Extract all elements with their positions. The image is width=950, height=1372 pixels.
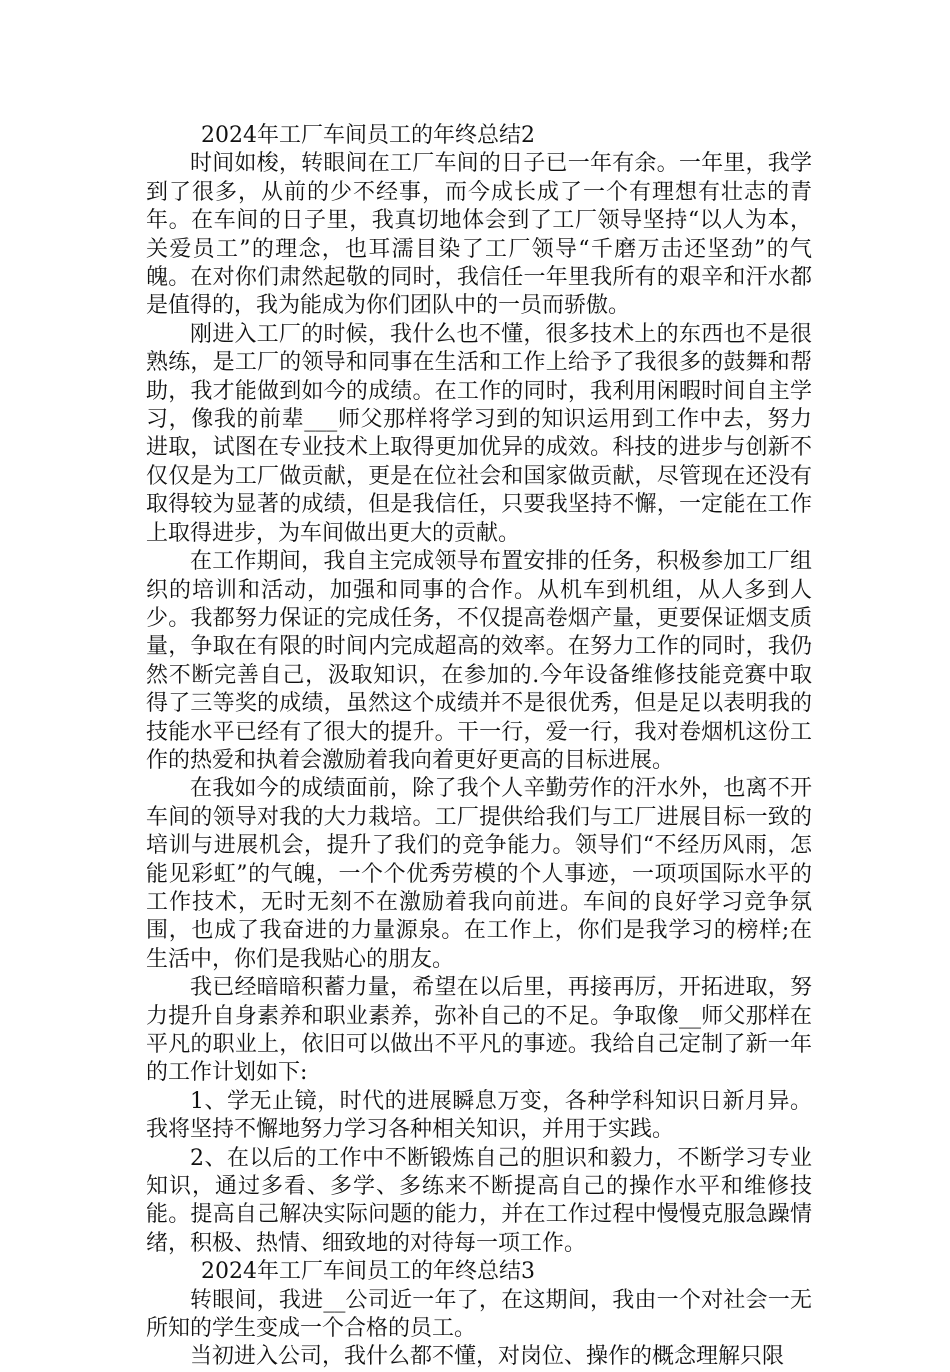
paragraph: 我已经暗暗积蓄力量，希望在以后里，再接再厉，开拓进取，努力提升自身素养和职业素养，弥补自己的不足。争取像__师父那样在平凡的职业上，依旧可以做出不平凡的事迹。我给自己定制了新一年的工作计划如下: xyxy=(146,975,812,1086)
section-heading-3: 2024年工厂车间员工的年终总结3 xyxy=(201,1259,535,1285)
paragraph: 时间如梭，转眼间在工厂车间的日子已一年有余。一年里，我学到了很多，从前的少不经事，而今成长成了一个有理想有壮志的青年。在车间的日子里，我真切地体会到了工厂领导坚持“以人为本，关爱员工”的理念，也耳濡目染了工厂领导“千磨万击还坚劲”的气魄。在对你们肃然起敬的同时，我信任一年里我所有的艰辛和汗水都是值得的，我为能成为你们团队中的一员而骄傲。 xyxy=(146,151,812,319)
document-body xyxy=(146,122,812,1372)
plan-item-2: 2、在以后的工作中不断锻炼自己的胆识和毅力，不断学习专业知识，通过多看、多学、多练来不断提高自己的操作水平和维修技能。提高自己解决实际问题的能力，并在工作过程中慢慢克服急躁情绪，积极、热情、细致地的对待每一项工作。 xyxy=(146,1145,812,1256)
paragraph: 在我如今的成绩面前，除了我个人辛勤劳作的汗水外，也离不开车间的领导对我的大力栽培。工厂提供给我们与工厂进展目标一致的培训与进展机会，提升了我们的竞争能力。领导们“不经历风雨，怎能见彩虹”的气魄，一个个优秀劳模的个人事迹，一项项国际水平的工作技术，无时无刻不在激励着我向前进。车间的良好学习竞争氛围，也成了我奋进的力量源泉。在工作上，你们是我学习的榜样;在生活中，你们是我贴心的朋友。 xyxy=(146,776,812,972)
plan-item-1: 1、学无止镜，时代的进展瞬息万变，各种学科知识日新月异。我将坚持不懈地努力学习各种相关知识，并用于实践。 xyxy=(146,1088,812,1143)
section-heading-2: 2024年工厂车间员工的年终总结2 xyxy=(201,123,535,148)
paragraph: 在工作期间，我自主完成领导布置安排的任务，积极参加工厂组织的培训和活动，加强和同事的合作。从机车到机组，从人多到人少。我都努力保证的完成任务，不仅提高卷烟产量，更要保证烟支质量，争取在有限的时间内完成超高的效率。在努力工作的同时，我仍然不断完善自己，汲取知识，在参加的.今年设备维修技能竞赛中取得了三等奖的成绩，虽然这个成绩并不是很优秀，但是足以表明我的技能水平已经有了很大的提升。干一行，爱一行，我对卷烟机这份工作的热爱和执着会激励着我向着更好更高的目标进展。 xyxy=(146,549,812,773)
paragraph: 刚进入工厂的时候，我什么也不懂，很多技术上的东西也不是很熟练，是工厂的领导和同事在生活和工作上给予了我很多的鼓舞和帮助，我才能做到如今的成绩。在工作的同时，我利用闲暇时间自主学习，像我的前辈___师父那样将学习到的知识运用到工作中去，努力进取，试图在专业技术上取得更加优异的成效。科技的进步与创新不仅仅是为工厂做贡献，更是在位社会和国家做贡献，尽管现在还没有取得较为显著的成绩，但是我信任，只要我坚持不懈，一定能在工作上取得进步，为车间做出更大的贡献。 xyxy=(146,321,812,546)
paragraph: 转眼间，我进__公司近一年了，在这期间，我由一个对社会一无所知的学生变成一个合格的员工。 xyxy=(146,1287,812,1342)
paragraph: 当初进入公司，我什么都不懂，对岗位、操作的概念理解只限 xyxy=(190,1344,785,1370)
